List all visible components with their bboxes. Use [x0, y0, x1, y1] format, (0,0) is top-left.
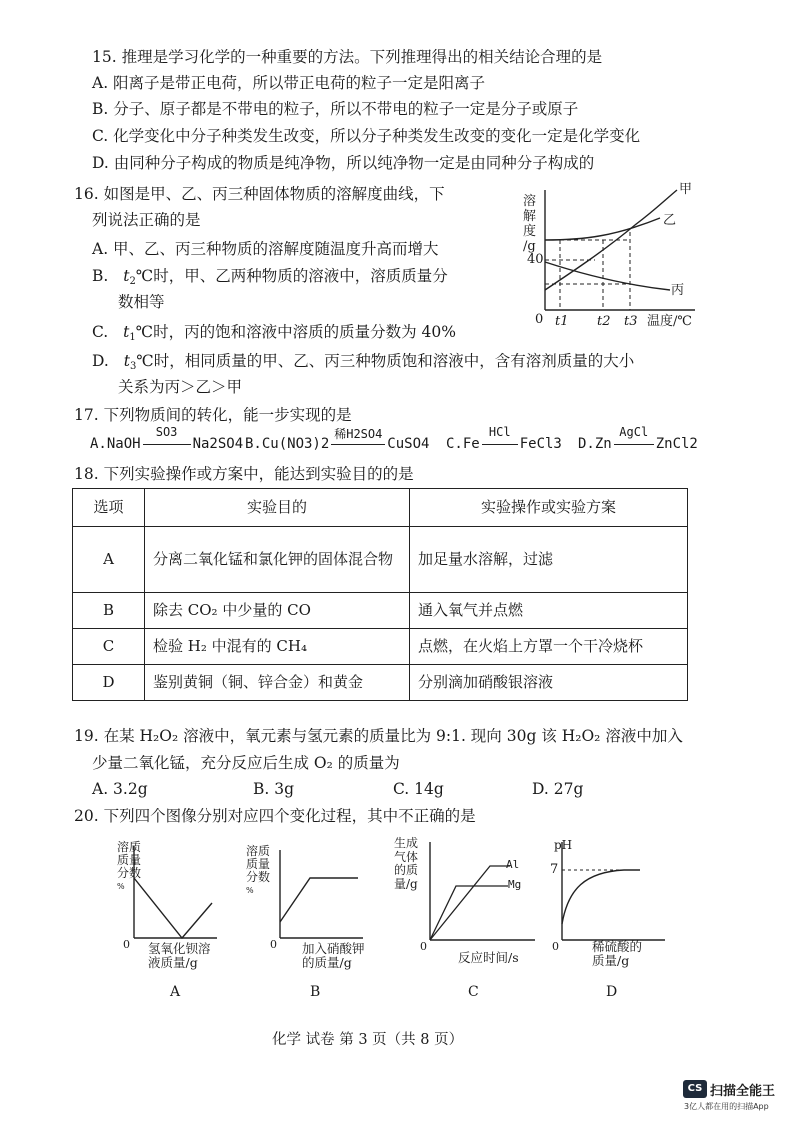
graph-a-origin: 0: [123, 938, 130, 951]
reaction-arrow: [614, 425, 654, 451]
series-mg-label: Mg: [508, 878, 522, 891]
xlabel-line: 加入硝酸钾: [302, 941, 365, 956]
page-footer: 化学 试卷 第 3 页（共 8 页）: [272, 1032, 464, 1048]
q15-option-b: B. 分子、原子都是不带电的粒子，所以不带电的粒子一定是分子或原子: [92, 100, 579, 118]
graph-ylabel: [523, 194, 536, 254]
reaction-condition: SO3: [155, 425, 178, 439]
reaction-arrow: [331, 427, 385, 451]
y-tick-40: 40: [527, 252, 544, 267]
series-al-label: Al: [506, 858, 520, 871]
ylabel-line: 气体: [394, 849, 419, 864]
temp-subscript: 2: [129, 276, 136, 287]
graph-c-xlabel: 反应时间/s: [458, 950, 519, 965]
cell-purpose: 除去 CO₂ 中少量的 CO: [145, 593, 410, 629]
curve-bing: [545, 262, 670, 290]
cell-purpose: 检验 H₂ 中混有的 CH₄: [145, 629, 410, 665]
graph-c-svg: [400, 834, 540, 954]
ylabel-line: %: [117, 882, 125, 891]
option-label: D.: [92, 352, 109, 370]
option-text: ℃时，甲、乙两种物质的溶液中，溶质质量分: [135, 267, 448, 285]
reaction-condition: HCl: [488, 425, 511, 439]
q19-option-d: D. 27g: [532, 780, 584, 798]
table-row: [73, 629, 688, 665]
q19-stem-2: 少量二氧化锰，充分反应后生成 O₂ 的质量为: [92, 754, 400, 772]
curve-label-yi: 乙: [663, 213, 677, 228]
q16-option-a: A. 甲、乙、丙三种物质的溶解度随温度升高而增大: [92, 240, 439, 258]
reaction-label: A.: [90, 436, 107, 452]
table-header-row: [73, 489, 688, 527]
ylabel-line: 分数: [117, 866, 142, 880]
graph-b-svg: [258, 842, 368, 952]
graph-d-xlabel: [592, 940, 642, 968]
cell-method: 点燃，在火焰上方罩一个干冷烧杯: [410, 629, 688, 665]
x-tick-t2: t2: [597, 314, 611, 329]
q16-option-b: [92, 266, 448, 292]
q19-option-a: A. 3.2g: [92, 780, 148, 798]
series-al-line: [430, 866, 510, 940]
graph-b-line: [280, 878, 358, 922]
graph-b-xlabel: [302, 942, 365, 970]
watermark-title: 扫描全能王: [710, 1084, 776, 1099]
table-row: [73, 665, 688, 701]
reactant: Fe: [462, 436, 480, 452]
graph-c-origin: 0: [420, 940, 427, 953]
graph-d-letter: D: [606, 984, 618, 1000]
cell-option: B: [73, 593, 145, 629]
xlabel-line: 氢氧化钡溶: [148, 941, 211, 956]
xlabel-line: 质量/g: [592, 953, 630, 968]
solubility-graph: [505, 180, 705, 340]
table-row: [73, 527, 688, 593]
camscanner-logo: CS: [683, 1080, 707, 1098]
q16-option-d: [92, 351, 634, 377]
graph-d-svg: [540, 834, 670, 954]
q17-reaction-a: [90, 425, 244, 452]
header-method: 实验操作或实验方案: [410, 489, 688, 527]
cell-purpose: 分离二氧化锰和氯化钾的固体混合物: [145, 527, 410, 593]
reaction-condition: AgCl: [619, 425, 649, 439]
ylabel-line: 溶质: [117, 840, 142, 854]
product: Na2SO4: [192, 436, 244, 452]
q17-reaction-d: [578, 425, 698, 452]
x-axis-label: 温度/℃: [647, 314, 692, 329]
q16-option-b-cont: 数相等: [118, 293, 165, 311]
q15-stem: 15. 推理是学习化学的一种重要的方法。下列推理得出的相关结论合理的是: [92, 48, 603, 66]
reaction-label: B.: [245, 436, 262, 452]
q17-reaction-b: [245, 427, 430, 452]
graph-d-ytick: 7: [550, 862, 559, 877]
q16-option-c: [92, 322, 456, 348]
ylabel-line: 溶质: [246, 844, 271, 858]
q15-option-d: D. 由同种分子构成的物质是纯净物，所以纯净物一定是由同种分子构成的: [92, 154, 595, 172]
cell-option: C: [73, 629, 145, 665]
q19-option-b: B. 3g: [253, 780, 295, 798]
q16-option-d-cont: 关系为丙＞乙＞甲: [118, 378, 243, 396]
curve-yi: [545, 218, 660, 240]
reactant: Zn: [594, 436, 612, 452]
xlabel-line: 的质量/g: [302, 955, 352, 970]
temp-symbol: t: [123, 267, 130, 285]
xlabel-line: 稀硫酸的: [592, 939, 643, 954]
cell-option: D: [73, 665, 145, 701]
reaction-arrow: [143, 425, 191, 451]
reactant: Cu(NO3)2: [261, 436, 330, 452]
q20-graph-c: [394, 834, 540, 1000]
header-option: 选项: [73, 489, 145, 527]
reactant: NaOH: [106, 436, 141, 452]
graph-c-ylabel: [394, 837, 418, 891]
cell-method: 分别滴加硝酸银溶液: [410, 665, 688, 701]
table-row: [73, 593, 688, 629]
cell-option: A: [73, 527, 145, 593]
q18-table: [72, 488, 688, 701]
curve-label-jia: 甲: [679, 182, 693, 197]
q20-graph-a: [112, 838, 222, 998]
reaction-label: C.: [446, 436, 463, 452]
origin-label: 0: [535, 312, 544, 327]
product: ZnCl2: [655, 436, 698, 452]
option-text: ℃时，相同质量的甲、乙、丙三种物质饱和溶液中，含有溶剂质量的大小: [136, 352, 635, 370]
option-text: ℃时，丙的饱和溶液中溶质的质量分数为 40%: [135, 323, 456, 341]
graph-b-letter: B: [310, 984, 321, 1000]
xlabel-line: 液质量/g: [148, 955, 198, 970]
reaction-arrow: [482, 425, 518, 451]
q15-option-c: C. 化学变化中分子种类发生改变，所以分子种类发生改变的变化一定是化学变化: [92, 127, 641, 145]
q16-stem-2: 列说法正确的是: [92, 211, 201, 229]
ylabel-line: 的质: [394, 863, 419, 877]
graph-a-ylabel: [117, 841, 141, 893]
graph-d-curve: [562, 870, 640, 924]
ylabel-line: 生成: [394, 836, 419, 850]
q17-reaction-c: [446, 425, 562, 452]
option-label: B.: [92, 267, 109, 285]
x-tick-t1: t1: [555, 314, 569, 329]
temp-subscript: 3: [129, 361, 137, 372]
temp-symbol: t: [123, 323, 130, 341]
graph-c-letter: C: [468, 984, 479, 1000]
ylabel-char: 解: [523, 209, 537, 224]
temp-subscript: 1: [129, 332, 136, 343]
graph-b-ylabel: [246, 845, 270, 897]
watermark-subtitle: 3亿人都在用的扫描App: [684, 1102, 769, 1111]
graph-d-ylabel: pH: [554, 838, 573, 852]
q18-stem: 18. 下列实验操作或方案中，能达到实验目的的是: [74, 465, 414, 483]
cell-purpose: 鉴别黄铜（铜、锌合金）和黄金: [145, 665, 410, 701]
q20-graph-b: [246, 842, 368, 1002]
ylabel-line: 质量: [246, 857, 271, 871]
ylabel-line: 质量: [117, 853, 142, 867]
ylabel-line: 分数: [246, 870, 271, 884]
reaction-label: D.: [578, 436, 595, 452]
x-tick-t3: t3: [624, 314, 638, 329]
graph-a-line: [134, 878, 212, 938]
graph-a-letter: A: [170, 984, 181, 1000]
q19-stem: 19. 在某 H₂O₂ 溶液中，氧元素与氢元素的质量比为 9:1. 现向 30g 该 H₂O₂ 溶液中加入: [74, 727, 683, 745]
header-purpose: 实验目的: [145, 489, 410, 527]
graph-a-xlabel: [148, 942, 211, 970]
q15-option-a: A. 阳离子是带正电荷，所以带正电荷的粒子一定是阳离子: [92, 74, 486, 92]
ylabel-line: %: [246, 886, 254, 895]
ylabel-line: 量/g: [394, 876, 418, 891]
option-label: C.: [92, 323, 109, 341]
q20-stem: 20. 下列四个图像分别对应四个变化过程，其中不正确的是: [74, 807, 476, 825]
curve-label-bing: 丙: [671, 283, 685, 298]
ylabel-char: 溶: [523, 194, 537, 209]
ylabel-char: /g: [523, 239, 536, 254]
product: CuSO4: [387, 436, 430, 452]
series-mg-line: [430, 886, 508, 940]
cell-method: 通入氧气并点燃: [410, 593, 688, 629]
cell-method: 加足量水溶解，过滤: [410, 527, 688, 593]
q19-option-c: C. 14g: [393, 780, 444, 798]
graph-b-origin: 0: [270, 938, 277, 951]
product: FeCl3: [519, 436, 562, 452]
q20-graph-d: [540, 834, 670, 1000]
q16-stem: 16. 如图是甲、乙、丙三种固体物质的溶解度曲线，下: [74, 185, 445, 203]
temp-symbol: t: [123, 352, 130, 370]
q17-stem: 17. 下列物质间的转化，能一步实现的是: [74, 406, 352, 424]
reaction-condition: 稀H2SO4: [334, 427, 383, 441]
ylabel-char: 度: [523, 224, 537, 239]
graph-d-origin: 0: [552, 940, 559, 953]
